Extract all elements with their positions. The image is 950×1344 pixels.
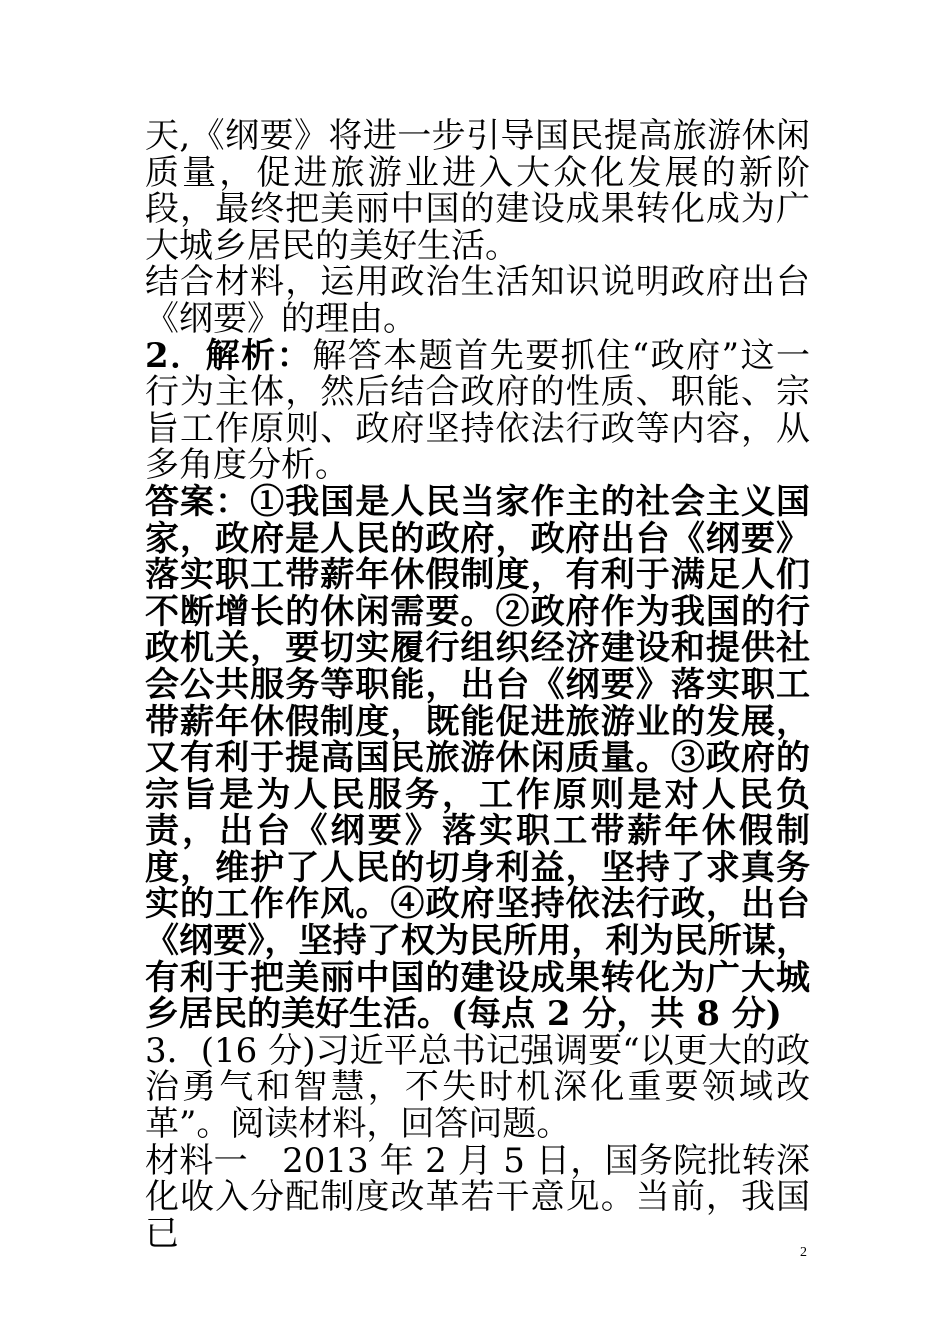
page-content — [145, 118, 810, 1252]
answer-paragraph: 答案：①我国是人民当家作主的社会主义国家，政府是人民的政府，政府出台《纲要》落实职工带薪年休假制度，有利于满足人们不断增长的休闲需要。②政府作为我国的行政机关，要切实履行组织经济建设和提供社会公共服务等职能，出台《纲要》落实职工带薪年休假制度，既能促进旅游业的发展，又有利于提高国民旅游休闲质量。③政府的宗旨是为人民服务，工作原则是对人民负责，出台《纲要》落实职工带薪年休假制度，维护了人民的切身利益，坚持了求真务实的工作作风。④政府坚持依法行政，出台《纲要》，坚持了权为民所用，利为民所谋，有利于把美丽中国的建设成果转化为广大城乡居民的美好生活。(每点 2 分，共 8 分) — [145, 481, 810, 1035]
material-1-text: 2013 年 2 月 5 日，国务院批转深化收入分配制度改革若干意见。当前，我国已 — [145, 1140, 810, 1254]
passage-continuation: 天,《纲要》将进一步引导国民提高旅游休闲质量，促进旅游业进入大众化发展的新阶段，最终把美丽中国的建设成果转化成为广大城乡居民的美好生活。 — [145, 116, 810, 266]
material-1-paragraph — [145, 1140, 810, 1254]
page-number: 2 — [800, 1245, 807, 1260]
question-3: 3．(16 分)习近平总书记强调要“以更大的政治勇气和智慧，不失时机深化重要领域改革”。阅读材料，回答问题。 — [145, 1030, 810, 1145]
analysis-text: 解答本题首先要抓住“政府”这一行为主体，然后结合政府的性质、职能、宗旨工作原则、政府坚持依法行政等内容，从多角度分析。 — [145, 335, 810, 486]
analysis-paragraph — [145, 335, 810, 486]
material-1-label: 材料一 — [145, 1140, 248, 1181]
analysis-label: 2．解析： — [145, 335, 313, 376]
question-prompt: 结合材料，运用政治生活知识说明政府出台《纲要》的理由。 — [145, 262, 810, 339]
